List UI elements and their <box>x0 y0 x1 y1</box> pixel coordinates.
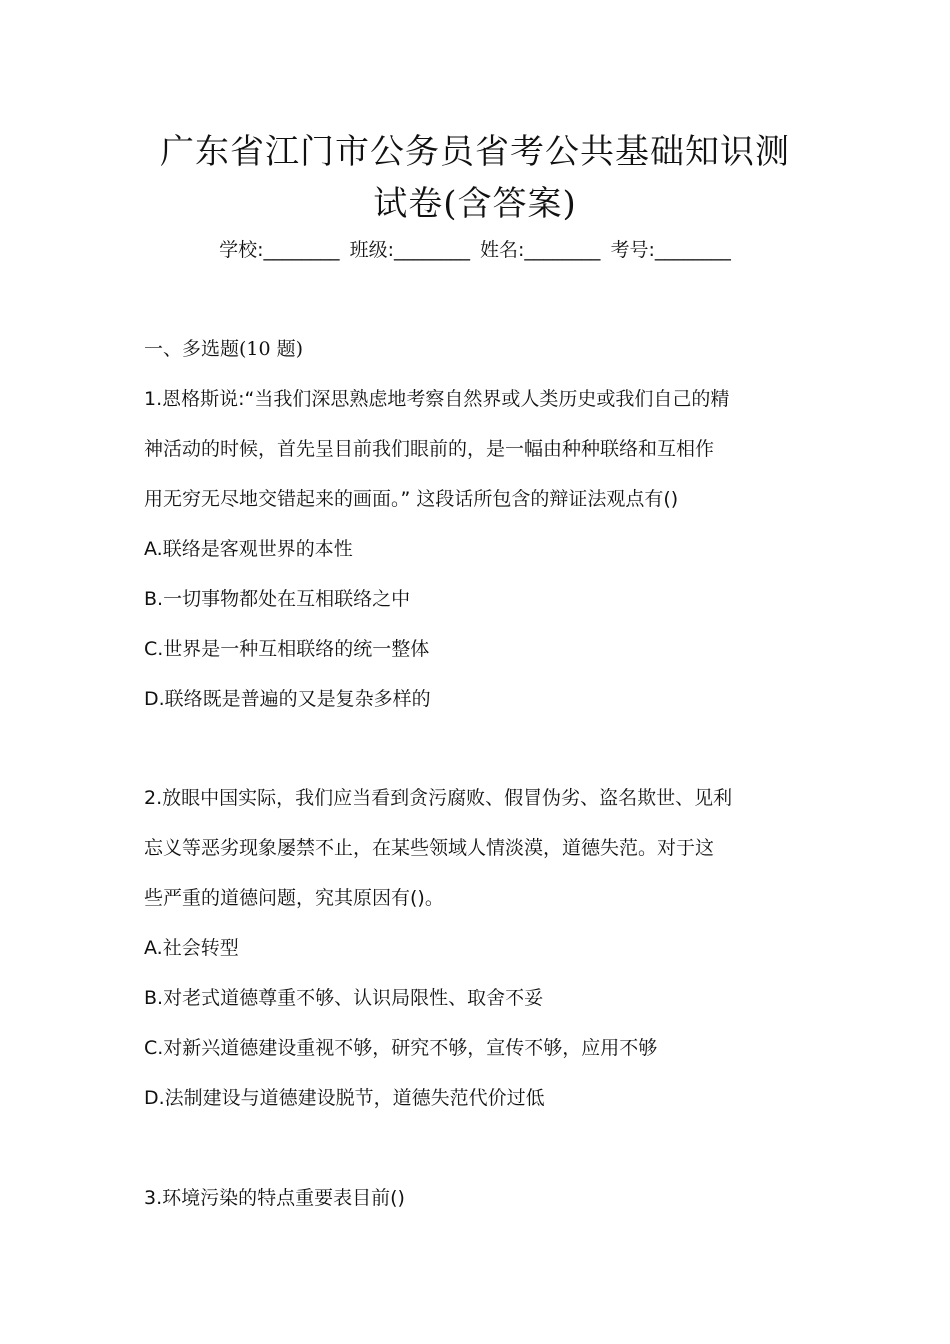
class-field: 班级:________ <box>349 239 470 261</box>
question-1-text-line-3: 用无穷无尽地交错起来的画面。” 这段话所包含的辩证法观点有() <box>144 488 679 510</box>
question-2-text-line-1: 2.放眼中国实际，我们应当看到贪污腐败、假冒伪劣、盗名欺世、见利 <box>144 787 733 809</box>
question-2-text-line-2: 忘义等恶劣现象屡禁不止，在某些领域人情淡漠，道德失范。对于这 <box>144 837 715 859</box>
question-2-option-c: C.对新兴道德建设重视不够，研究不够，宣传不够，应用不够 <box>144 1037 658 1059</box>
student-info-row <box>100 234 850 266</box>
section-heading: 一、多选题(10 题) <box>144 338 304 360</box>
question-3-text-line-1: 3.环境污染的特点重要表目前() <box>144 1187 405 1209</box>
school-field: 学校:________ <box>219 239 340 261</box>
question-2-option-b: B.对老式道德尊重不够、认识局限性、取舍不妥 <box>144 987 544 1009</box>
question-2-option-d: D.法制建设与道德建设脱节，道德失范代价过低 <box>144 1087 545 1109</box>
doc-title-line-2: 试卷(含答案) <box>373 184 577 224</box>
question-2-option-a: A.社会转型 <box>144 937 239 959</box>
question-1-option-d: D.联络既是普遍的又是复杂多样的 <box>144 688 431 710</box>
question-2-text-line-3: 些严重的道德问题，究其原因有()。 <box>144 887 444 909</box>
doc-title-line-1: 广东省江门市公务员省考公共基础知识测 <box>160 132 790 172</box>
question-1-option-c: C.世界是一种互相联络的统一整体 <box>144 638 430 660</box>
question-1-option-a: A.联络是客观世界的本性 <box>144 538 353 560</box>
name-field: 姓名:________ <box>480 239 601 261</box>
question-1-text-line-1: 1.恩格斯说:“当我们深思熟虑地考察自然界或人类历史或我们自己的精 <box>144 388 730 410</box>
question-1-text-line-2: 神活动的时候，首先呈目前我们眼前的，是一幅由种种联络和互相作 <box>144 438 715 460</box>
exam-number-field: 考号:________ <box>610 239 731 261</box>
question-1-option-b: B.一切事物都处在互相联络之中 <box>144 588 411 610</box>
